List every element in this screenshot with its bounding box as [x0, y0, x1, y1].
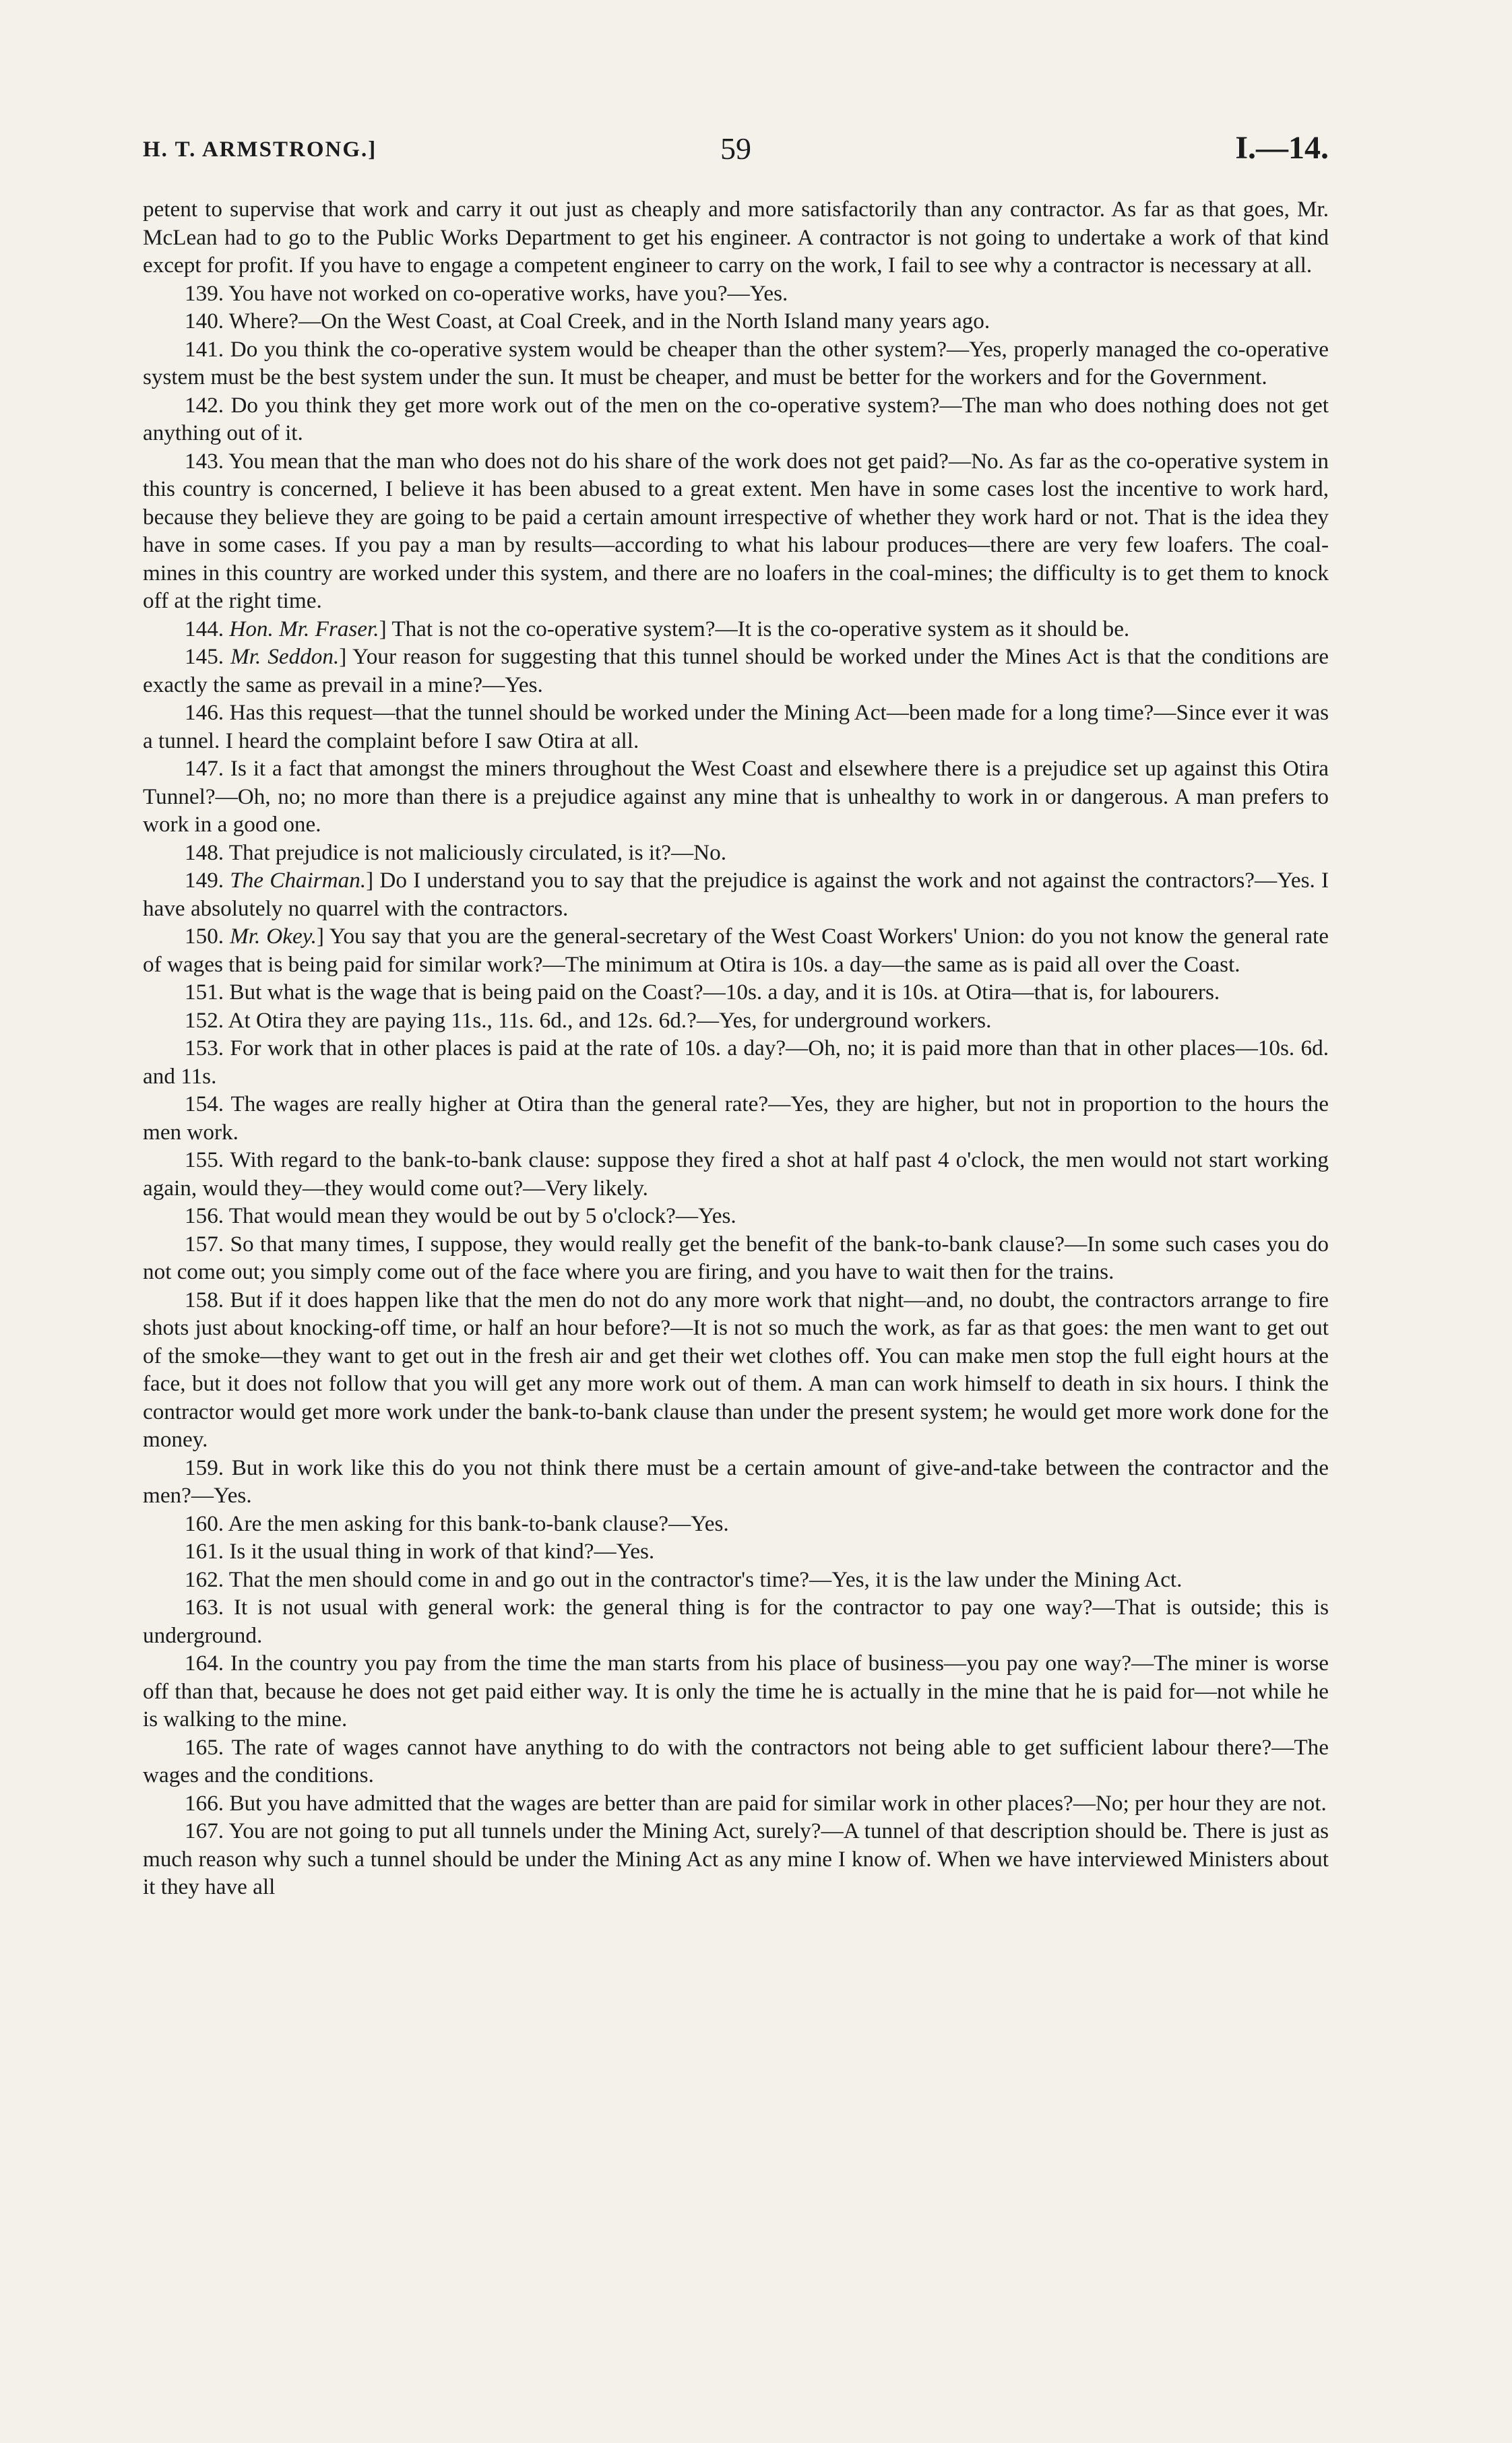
question-paragraph: 145. Mr. Seddon.] Your reason for suggesting that this tunnel should be worked under the Mines Act is that the conditions are exactly the same as prevail in a mine?—Yes.	[143, 644, 1329, 697]
question-number: 143.	[185, 448, 224, 474]
running-header	[143, 125, 1329, 172]
question-paragraph: 150. Mr. Okey.] You say that you are the general-secretary of the West Coast Workers' Union: do you not know the general rate of wages that is being paid for similar work?—The minimum at Otira is 10s. a day—the same as is paid all over the Coast.	[143, 924, 1329, 977]
question-number: 151.	[185, 980, 224, 1005]
question-paragraph	[143, 1789, 1329, 1818]
question-paragraph	[143, 307, 1329, 336]
question-number: 142.	[185, 392, 224, 418]
question-text: But you have admitted that the wages are better than are paid for similar work in other places?—No; per hour they are not.	[229, 1790, 1327, 1816]
question-paragraph: 144. Hon. Mr. Fraser.] That is not the co-operative system?—It is the co-operative system as it should be.	[185, 616, 1130, 641]
question-number: 160.	[185, 1511, 224, 1536]
question-text: Do you think the co-operative system would be cheaper than the other system?—Yes, properly managed the co-operative system must be the best system under the sun. It must be cheaper, and must be better for the workers and for the Government.	[143, 336, 1329, 389]
question-number: 140.	[185, 309, 224, 334]
question-number: 146.	[185, 700, 224, 725]
question-text: You say that you are the general-secretary of the West Coast Workers' Union: do you not know the general rate of wages that is being paid for similar work?—The minimum at Otira is 10s. a day—the same as is paid all over the Coast.	[143, 924, 1329, 977]
question-paragraph	[143, 1566, 1329, 1594]
question-text: But if it does happen like that the men do not do any more work that night—and, no doubt, the contractors arrange to fire shots just about knocking-off time, or half an hour before?—It is not so much the work, as far as that goes: the men want to get out of the smoke—they want to get out in the fresh air and get their wet clothes off. You can make men stop the full eight hours at the face, but it does not follow that you will get any more work out of them. A man can work himself to death in six hours. I think the contractor would get more work under the bank-to-bank clause than under the present system; he would get more work done for the money.	[143, 1287, 1329, 1452]
question-number: 149.	[185, 868, 224, 893]
question-number: 162.	[185, 1566, 224, 1592]
question-text: That the men should come in and go out in the contractor's time?—Yes, it is the law under the Mining Act.	[228, 1566, 1183, 1592]
question-number: 148.	[185, 839, 224, 865]
question-number: 166.	[185, 1790, 224, 1816]
question-text: But what is the wage that is being paid on the Coast?—10s. a day, and it is 10s. at Otira—that is, for labourers.	[229, 980, 1220, 1005]
question-paragraph	[143, 1537, 1329, 1566]
question-text: Do you think they get more work out of the men on the co-operative system?—The man who does nothing does not get anything out of it.	[143, 392, 1329, 445]
question-text: That is not the co-operative system?—It is the co-operative system as it should be.	[391, 616, 1130, 641]
speaker-name: Hon. Mr. Fraser.	[229, 616, 379, 641]
question-paragraph	[143, 1230, 1329, 1286]
question-number: 141.	[185, 336, 224, 362]
question-paragraph	[143, 1593, 1329, 1649]
question-paragraph	[143, 447, 1329, 615]
question-text: Your reason for suggesting that this tunnel should be worked under the Mines Act is that the conditions are exactly the same as prevail in a mine?—Yes.	[143, 644, 1329, 697]
question-paragraph	[143, 1202, 1329, 1230]
question-paragraph	[143, 699, 1329, 755]
question-paragraph	[143, 1286, 1329, 1454]
question-paragraph	[143, 1146, 1329, 1202]
question-paragraph	[143, 839, 1329, 867]
question-number: 154.	[185, 1091, 224, 1116]
question-number: 155.	[185, 1147, 224, 1172]
question-text: For work that in other places is paid at the rate of 10s. a day?—Oh, no; it is paid more than that in other places—10s. 6d. and 11s.	[143, 1036, 1329, 1089]
question-text: Do I understand you to say that the prejudice is against the work and not against the contractors?—Yes. I have absolutely no quarrel with the contractors.	[143, 868, 1329, 921]
question-text: That prejudice is not maliciously circulated, is it?—No.	[228, 839, 727, 865]
question-paragraph	[143, 1510, 1329, 1538]
question-text: You mean that the man who does not do his share of the work does not get paid?—No. As far as the co-operative system in this country is concerned, I believe it has been abused to a great extent. Men have in some cases lost the incentive to work hard, because they believe they are going to be paid a certain amount irrespective of whether they work hard or not. That is the idea they have in some cases. If you pay a man by results—according to what his labour produces—there are very few loafers. The coal-mines in this country are worked under this system, and there are no loafers in the coal-mines; the difficulty is to get them to knock off at the right time.	[143, 448, 1329, 613]
question-text: It is not usual with general work: the general thing is for the contractor to pay one way?—That is outside; this is underground.	[143, 1595, 1329, 1648]
question-text: Are the men asking for this bank-to-bank clause?—Yes.	[228, 1511, 729, 1536]
question-paragraph	[143, 1007, 1329, 1035]
question-number: 153.	[185, 1036, 224, 1060]
page-number: 59	[720, 131, 751, 166]
question-number: 161.	[185, 1539, 224, 1564]
question-number: 158.	[185, 1287, 224, 1312]
question-paragraph	[143, 1817, 1329, 1901]
question-text: With regard to the bank-to-bank clause: suppose they fired a shot at half past 4 o'clock, the men would not start working again, would they—they would come out?—Very likely.	[143, 1147, 1329, 1201]
question-text: Is it a fact that amongst the miners throughout the West Coast and elsewhere there is a prejudice set up against this Otira Tunnel?—Oh, no; no more than there is a prejudice against any mine that is unhealthy to work in or dangerous. A man prefers to work in a good one.	[143, 756, 1329, 837]
question-text: Where?—On the West Coast, at Coal Creek, and in the North Island many years ago.	[228, 309, 990, 334]
question-number: 144.	[185, 616, 224, 641]
question-text: The wages are really higher at Otira than the general rate?—Yes, they are higher, but not in proportion to the hours the men work.	[143, 1091, 1329, 1145]
question-paragraph	[143, 1090, 1329, 1146]
question-number: 139.	[185, 280, 224, 306]
question-text: The rate of wages cannot have anything to do with the contractors not being able to get sufficient labour there?—The wages and the conditions.	[143, 1734, 1329, 1787]
question-paragraph	[143, 755, 1329, 839]
question-number: 157.	[185, 1231, 224, 1257]
speaker-name: The Chairman.	[230, 868, 367, 893]
question-text: Has this request—that the tunnel should be worked under the Mining Act—been made for a long time?—Since ever it was a tunnel. I heard the complaint before I saw Otira at all.	[143, 700, 1329, 753]
body-text	[143, 195, 1329, 1901]
question-paragraph: 149. The Chairman.] Do I understand you to say that the prejudice is against the work and not against the contractors?—Yes. I have absolutely no quarrel with the contractors.	[143, 868, 1329, 921]
question-number: 163.	[185, 1595, 224, 1620]
question-paragraph	[143, 1649, 1329, 1734]
question-number: 164.	[185, 1651, 224, 1676]
question-paragraph	[143, 1454, 1329, 1510]
question-number: 159.	[185, 1455, 224, 1480]
question-paragraph	[143, 391, 1329, 447]
opening-paragraph: petent to supervise that work and carry it out just as cheaply and more satisfactorily than any contractor. As far as that goes, Mr. McLean had to go to the Public Works Department to get his engineer. A contractor is not going to undertake a work of that kind except for profit. If you have to engage a competent engineer to carry on the work, I fail to see why a contractor is necessary at all.	[143, 197, 1329, 278]
question-text: So that many times, I suppose, they would really get the benefit of the bank-to-bank clause?—In some such cases you do not come out; you simply come out of the face where you are firing, and you have to wait then for the trains.	[143, 1231, 1329, 1284]
question-text: In the country you pay from the time the man starts from his place of business—you pay one way?—The miner is worse off than that, because he does not get paid either way. It is only the time he is actually in the mine that he is paid for—not while he is walking to the mine.	[143, 1651, 1329, 1732]
document-page	[143, 125, 1329, 1901]
question-paragraph	[143, 978, 1329, 1007]
paper-reference: I.—14.	[1235, 130, 1329, 166]
question-text: But in work like this do you not think there must be a certain amount of give-and-take between the contractor and the men?—Yes.	[143, 1455, 1329, 1508]
question-text: You have not worked on co-operative works, have you?—Yes.	[228, 280, 788, 306]
question-number: 152.	[185, 1007, 224, 1033]
question-paragraph	[143, 336, 1329, 391]
header-witness-name: H. T. ARMSTRONG.]	[143, 137, 377, 162]
question-text: Is it the usual thing in work of that kind?—Yes.	[229, 1539, 655, 1564]
question-number: 156.	[185, 1203, 224, 1228]
question-paragraph	[143, 1734, 1329, 1789]
speaker-name: Mr. Seddon.	[230, 644, 340, 669]
question-text: That would mean they would be out by 5 o'clock?—Yes.	[228, 1203, 736, 1228]
question-number: 147.	[185, 756, 224, 781]
question-paragraph	[143, 1034, 1329, 1090]
question-number: 145.	[185, 644, 224, 669]
question-text: You are not going to put all tunnels under the Mining Act, surely?—A tunnel of that description should be. There is just as much reason why such a tunnel should be under the Mining Act as any mine I know of. When we have interviewed Ministers about it they have all	[143, 1818, 1329, 1899]
question-paragraph	[143, 280, 1329, 308]
question-text: At Otira they are paying 11s., 11s. 6d., and 12s. 6d.?—Yes, for underground workers.	[228, 1007, 992, 1033]
speaker-name: Mr. Okey.	[230, 924, 317, 949]
question-number: 167.	[185, 1818, 224, 1843]
question-number: 165.	[185, 1734, 224, 1760]
question-number: 150.	[185, 924, 224, 949]
